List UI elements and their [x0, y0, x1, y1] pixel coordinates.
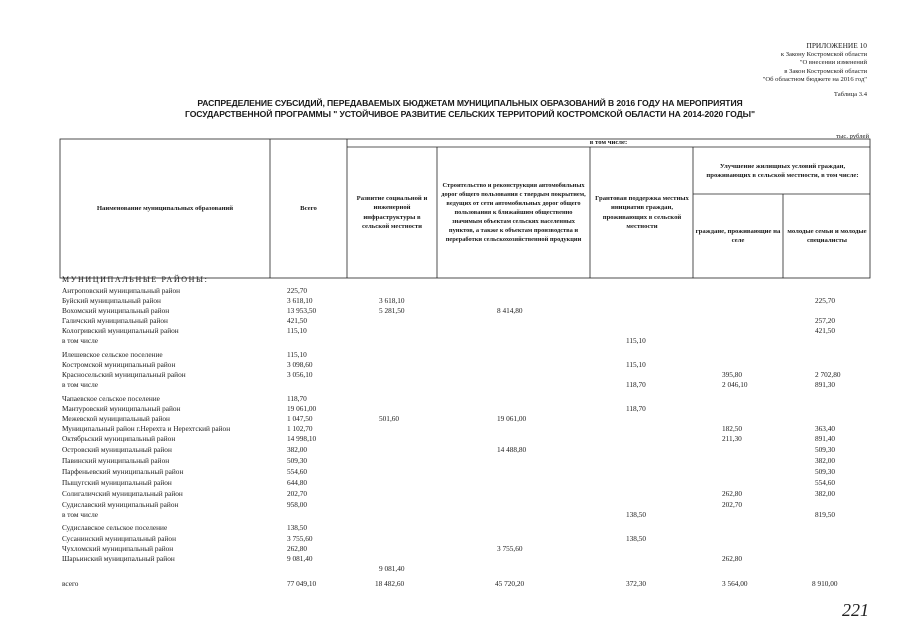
cell-name: Муниципальный район г.Нерехта и Нерехтский район — [62, 424, 231, 433]
cell-young: 891,30 — [815, 380, 836, 389]
table-row — [0, 424, 905, 434]
cell-total: 138,50 — [287, 523, 308, 532]
table-row — [0, 445, 905, 455]
header-grant: Грантовая поддержка местных инициатив граждан, проживающих в сельской местности — [595, 194, 689, 230]
cell-roads: 14 488,80 — [497, 445, 527, 454]
cell-young: 363,40 — [815, 424, 836, 433]
totals-young: 8 910,00 — [812, 579, 838, 588]
appendix-line-4: в Закон Костромской области — [784, 67, 867, 75]
table-row — [0, 326, 905, 336]
title-line-2: ГОСУДАРСТВЕННОЙ ПРОГРАММЫ " УСТОЙЧИВОЕ РАЗВИТИЕ СЕЛЬСКИХ ТЕРРИТОРИЙ КОСТРОМСКОЙ ОБЛАСТИ НА 2014-2020 ГОДЫ" — [185, 108, 755, 119]
table-row — [0, 510, 905, 520]
cell-name: в том числе — [62, 510, 99, 519]
table-row — [0, 478, 905, 488]
cell-name: Солигаличский муниципальный район — [62, 489, 183, 498]
cell-total: 225,70 — [287, 286, 308, 295]
cell-name: Илешевское сельское поселение — [62, 350, 163, 359]
header-citizens: граждане, проживающие на селе — [695, 227, 781, 244]
table-row — [0, 336, 905, 346]
totals-total: 77 049,10 — [287, 579, 317, 588]
cell-name: Судиславское сельское поселение — [62, 523, 168, 532]
cell-young: 382,00 — [815, 489, 836, 498]
cell-roads: 8 414,80 — [497, 306, 523, 315]
cell-citizens: 202,70 — [722, 500, 743, 509]
cell-total: 3 755,60 — [287, 534, 313, 543]
appendix-line-5: "Об областном бюджете на 2016 год" — [762, 76, 867, 84]
cell-name: Судиславский муниципальный район — [62, 500, 179, 509]
table-row — [0, 489, 905, 499]
table-row — [0, 500, 905, 510]
cell-young: 891,40 — [815, 434, 836, 443]
cell-total: 554,60 — [287, 467, 308, 476]
cell-roads: 3 755,60 — [497, 544, 523, 553]
cell-grant: 118,70 — [626, 380, 646, 389]
cell-name: Красносельский муниципальный район — [62, 370, 186, 379]
table-row — [0, 286, 905, 296]
cell-total: 382,00 — [287, 445, 308, 454]
table-row — [0, 360, 905, 370]
appendix-line-3: "О внесении изменений — [799, 59, 867, 67]
table-row — [0, 564, 905, 574]
cell-name: Костромской муниципальный район — [62, 360, 176, 369]
cell-social: 9 081,40 — [379, 564, 405, 573]
table-number: Таблица 3.4 — [833, 91, 867, 98]
cell-social: 501,60 — [379, 414, 400, 423]
cell-name: Октябрьский муниципальный район — [62, 434, 176, 443]
section-title: МУНИЦИПАЛЬНЫЕ РАЙОНЫ: — [62, 275, 209, 284]
header-roads: Строительство и реконструкция автомобильных дорог общего пользования с твердым покрытием, ведущих от сети автомобильных дорог общего пользования к ближайшим общественно значимым объектам сельских населенных пунктов, а также к объектам производства и переработки сельскохозяйственной продукции — [441, 181, 586, 244]
cell-name: Чухломский муниципальный район — [62, 544, 174, 553]
cell-name: Шарьинский муниципальный район — [62, 554, 175, 563]
cell-total: 202,70 — [287, 489, 308, 498]
cell-total: 1 047,50 — [287, 414, 313, 423]
totals-roads: 45 720,20 — [495, 579, 525, 588]
cell-name: Вохомский муниципальный район — [62, 306, 170, 315]
cell-young: 257,20 — [815, 316, 836, 325]
cell-young: 509,30 — [815, 445, 836, 454]
cell-total: 3 056,10 — [287, 370, 313, 379]
cell-total: 14 998,10 — [287, 434, 317, 443]
header-social: Развитие социальной и инженерной инфраструктуры в сельской местности — [356, 194, 428, 230]
totals-grant: 372,30 — [626, 579, 647, 588]
table-row — [0, 544, 905, 554]
header-housing: Улучшение жилищных условий граждан, проживающих в сельской местности, в том числе: — [706, 162, 859, 179]
table-row — [0, 370, 905, 380]
cell-name: Павинский муниципальный район — [62, 456, 170, 465]
cell-total: 509,30 — [287, 456, 308, 465]
cell-citizens: 262,80 — [722, 489, 743, 498]
header-name: Наименование муниципальных образований — [96, 204, 234, 212]
cell-citizens: 2 046,10 — [722, 380, 748, 389]
cell-citizens: 262,80 — [722, 554, 743, 563]
cell-grant: 118,70 — [626, 404, 646, 413]
cell-young: 2 702,80 — [815, 370, 841, 379]
table-row — [0, 456, 905, 466]
cell-young: 509,30 — [815, 467, 836, 476]
cell-total: 19 061,00 — [287, 404, 317, 413]
header-young: молодые семьи и молодые специалисты — [787, 227, 867, 244]
header-total: Всего — [300, 204, 317, 212]
cell-citizens: 395,80 — [722, 370, 743, 379]
cell-name: Антроповский муниципальный район — [62, 286, 181, 295]
cell-total: 644,80 — [287, 478, 308, 487]
totals-social: 18 482,60 — [375, 579, 405, 588]
table-row — [0, 380, 905, 390]
cell-total: 13 953,50 — [287, 306, 317, 315]
title-line-1: РАСПРЕДЕЛЕНИЕ СУБСИДИЙ, ПЕРЕДАВАЕМЫХ БЮДЖЕТАМ МУНИЦИПАЛЬНЫХ ОБРАЗОВАНИЙ В 2016 ГОДУ НА МЕРОПРИЯТИЯ — [197, 98, 743, 108]
cell-total: 115,10 — [287, 326, 307, 335]
table-row — [0, 350, 905, 360]
cell-total: 115,10 — [287, 350, 307, 359]
cell-total: 3 618,10 — [287, 296, 313, 305]
table-row — [0, 554, 905, 564]
cell-grant: 138,50 — [626, 534, 647, 543]
appendix-line-2: к Закону Костромской области — [780, 50, 867, 58]
cell-young: 554,60 — [815, 478, 836, 487]
table-row — [0, 534, 905, 544]
cell-young: 382,00 — [815, 456, 836, 465]
cell-total: 1 102,70 — [287, 424, 313, 433]
table-row — [0, 467, 905, 477]
cell-young: 819,50 — [815, 510, 836, 519]
table-row — [0, 523, 905, 533]
cell-young: 421,50 — [815, 326, 836, 335]
cell-grant: 115,10 — [626, 336, 646, 345]
cell-citizens: 182,50 — [722, 424, 743, 433]
totals-citizens: 3 564,00 — [722, 579, 748, 588]
cell-name: Парфеньевский муниципальный район — [62, 467, 184, 476]
cell-total: 9 081,40 — [287, 554, 313, 563]
cell-name: Кологривский муниципальный район — [62, 326, 179, 335]
cell-young: 225,70 — [815, 296, 836, 305]
cell-name: Буйский муниципальный район — [62, 296, 161, 305]
cell-grant: 115,10 — [626, 360, 646, 369]
cell-name: Пыщугский муниципальный район — [62, 478, 172, 487]
cell-name: в том числе — [62, 336, 99, 345]
table-row — [0, 414, 905, 424]
cell-name: Сусанинский муниципальный район — [62, 534, 176, 543]
cell-name: Галичский муниципальный район — [62, 316, 168, 325]
cell-social: 3 618,10 — [379, 296, 405, 305]
cell-total: 421,50 — [287, 316, 308, 325]
table-row — [0, 306, 905, 316]
cell-name: в том числе — [62, 380, 99, 389]
cell-name: Межевской муниципальный район — [62, 414, 170, 423]
table-row — [0, 404, 905, 414]
cell-social: 5 281,50 — [379, 306, 405, 315]
table-row — [0, 394, 905, 404]
table-row — [0, 316, 905, 326]
table-row — [0, 296, 905, 306]
totals-row — [0, 579, 905, 589]
header-including: в том числе: — [589, 139, 628, 146]
cell-name: Мантуровский муниципальный район — [62, 404, 181, 413]
page-number: 221 — [842, 600, 869, 620]
cell-total: 118,70 — [287, 394, 307, 403]
totals-label: всего — [62, 579, 79, 588]
cell-total: 958,00 — [287, 500, 308, 509]
cell-total: 262,80 — [287, 544, 308, 553]
cell-citizens: 211,30 — [722, 434, 742, 443]
cell-total: 3 098,60 — [287, 360, 313, 369]
cell-grant: 138,50 — [626, 510, 647, 519]
units-label: тыс. рублей — [836, 133, 869, 140]
cell-roads: 19 061,00 — [497, 414, 527, 423]
table-row — [0, 434, 905, 444]
cell-name: Островский муниципальный район — [62, 445, 172, 454]
cell-name: Чапаевское сельское поселение — [62, 394, 160, 403]
appendix-line-1: ПРИЛОЖЕНИЕ 10 — [806, 41, 867, 50]
